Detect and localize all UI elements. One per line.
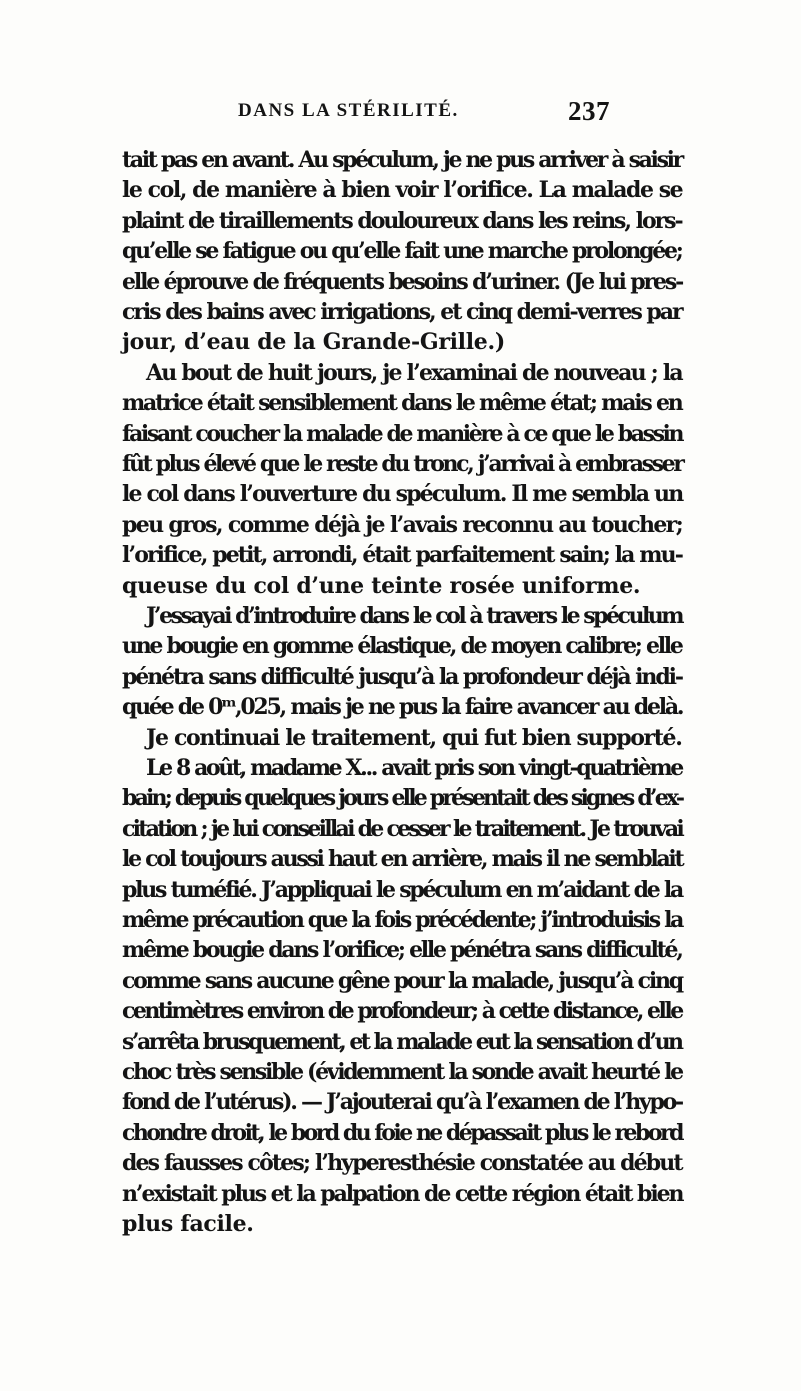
text-line: le col, de manière à bien voir l’orifice. La malade se: [122, 177, 683, 204]
text-line: fût plus élevé que le reste du tronc, j’arrivai à embrasser: [122, 451, 683, 477]
text-line: centimètres environ de profondeur; à cette distance, elle: [122, 998, 682, 1025]
text-line: choc très sensible (évidemment la sonde avait heurté le: [122, 1059, 682, 1085]
text-line: fond de l’utérus). — J’ajouterai qu’à l’examen de l’hypo-: [122, 1089, 682, 1116]
text-line: comme sans aucune gêne pour la malade, jusqu’à cinq: [122, 967, 682, 994]
text-line: s’arrêta brusquement, et la malade eut la sensation d’un: [122, 1028, 682, 1055]
text-line: plus tuméfié. J’appliquai le spéculum en m’aidant de la: [122, 876, 683, 903]
text-line: l’orifice, petit, arrondi, était parfaitement sain; la mu-: [122, 542, 682, 569]
text-line: le col dans l’ouverture du spéculum. Il me sembla un: [122, 481, 683, 508]
text-line: Le 8 août, madame X... avait pris son vingt-quatrième: [146, 755, 682, 781]
text-line: plus facile.: [122, 1211, 254, 1237]
text-line: des fausses côtes; l’hyperesthésie constatée au début: [122, 1150, 682, 1177]
text-line: même bougie dans l’orifice; elle pénétra sans difficulté,: [122, 937, 682, 964]
body-text: [0, 142, 801, 1262]
text-line: une bougie en gomme élastique, de moyen calibre; elle: [122, 633, 682, 660]
text-line: tait pas en avant. Au spéculum, je ne pus arriver à saisir: [122, 147, 682, 173]
page-number: 237: [568, 96, 610, 126]
text-line: même précaution que la fois précédente; j’introduisis la: [122, 907, 682, 933]
text-line: faisant coucher la malade de manière à ce que le bassin: [122, 420, 683, 447]
text-line: quée de 0ᵐ,025, mais je ne pus la faire avancer au delà.: [122, 694, 683, 721]
text-line: plaint de tiraillements douloureux dans les reins, lors-: [122, 207, 682, 234]
text-line: n’existait plus et la palpation de cette région était bien: [122, 1180, 683, 1207]
text-line: Au bout de huit jours, je l’examinai de nouveau ; la: [146, 359, 682, 386]
text-line: peu gros, comme déjà je l’avais reconnu au toucher;: [122, 511, 683, 538]
text-line: queuse du col d’une teinte rosée uniforme.: [122, 572, 641, 599]
text-line: matrice était sensiblement dans le même état; mais en: [122, 390, 682, 417]
text-line: qu’elle se fatigue ou qu’elle fait une marche prolongée;: [122, 238, 682, 265]
text-line: Je continuai le traitement, qui fut bien supporté.: [146, 724, 682, 751]
running-head: [238, 96, 610, 132]
text-line: elle éprouve de fréquents besoins d’uriner. (Je lui pres-: [122, 268, 683, 295]
text-line: le col toujours aussi haut en arrière, mais il ne semblait: [122, 846, 683, 873]
text-line: chondre droit, le bord du foie ne dépassait plus le rebord: [122, 1119, 682, 1146]
text-line: bain; depuis quelques jours elle présentait des signes d’ex-: [122, 785, 683, 812]
text-line: cris des bains avec irrigations, et cinq demi-verres par: [122, 299, 682, 325]
text-line: pénétra sans difficulté jusqu’à la profondeur déjà indi-: [122, 663, 682, 690]
text-line: J’essayai d’introduire dans le col à travers le spéculum: [146, 603, 683, 629]
text-line: jour, d’eau de la Grande-Grille.): [122, 329, 505, 356]
text-line: citation ; je lui conseillai de cesser le traitement. Je trouvai: [122, 815, 682, 842]
running-title: DANS LA STÉRILITÉ.: [238, 100, 459, 121]
